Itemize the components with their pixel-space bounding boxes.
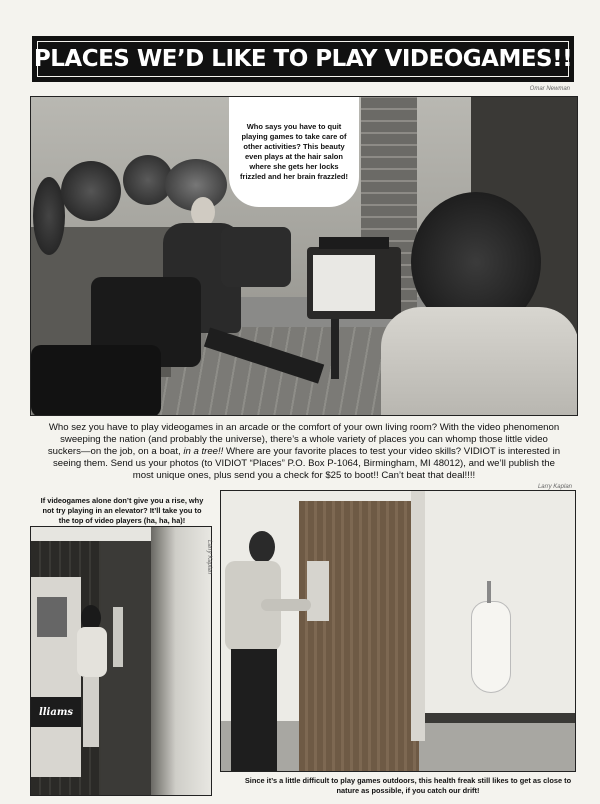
salon-bubble-text: Who says you have to quit playing games to take care of other activities? This beauty even plays at the hair salon where she gets her locks frizzled and her brain frazzled! <box>240 122 348 181</box>
elevator-caption: If videogames alone don’t give you a rise, why not try playing in an elevator? It’ll take you to the top of video players (ha, ha, ha)! <box>40 496 204 525</box>
man-head <box>249 531 275 563</box>
urinal-pipe <box>487 581 491 603</box>
page-title: PLACES WE’D LIKE TO PLAY VIDEOGAMES!! <box>33 46 573 72</box>
man-arm <box>261 599 311 611</box>
salon-photo <box>30 96 578 416</box>
elevator-door-frame <box>151 527 212 796</box>
restroom-caption: Since it’s a little difficult to play games outdoors, this health freak still likes to get as close to nature as possible, if you catch our drift! <box>244 776 572 795</box>
partition-wall <box>411 491 425 741</box>
elevator-photo-credit: Larry Kaplan <box>206 540 212 575</box>
elevator-panel <box>113 607 123 667</box>
intro-text-italic: in a tree!! <box>183 446 224 457</box>
tv-stand <box>331 319 339 379</box>
restroom-photo <box>220 490 576 772</box>
customer-cape <box>381 307 578 416</box>
restroom-baseboard <box>411 713 576 723</box>
cabinet-logo: lliams <box>38 706 74 718</box>
intro-photo-credit: Larry Kaplan <box>537 484 572 490</box>
player-legs <box>83 677 99 747</box>
salon-speech-bubble <box>229 97 359 207</box>
tv-screen <box>313 255 375 311</box>
player-body <box>77 627 107 677</box>
title-banner-frame <box>33 41 573 77</box>
cabinet-screen <box>307 561 329 621</box>
arcade-cabinet-wood <box>299 501 419 771</box>
title-banner <box>32 36 574 82</box>
cabinet-logo-panel <box>31 697 81 727</box>
arcade-cabinet-screen <box>37 597 67 637</box>
salon-chair-3 <box>221 227 291 287</box>
salon-chair-2 <box>31 345 161 416</box>
console-box <box>319 237 389 249</box>
intro-paragraph <box>44 422 564 482</box>
urinal <box>471 601 511 693</box>
elevator-photo <box>30 526 212 796</box>
intro-text-part-2: Where are your favorite places to test your video skills? VIDIOT is interested in seeing them. Send us your photos (to VIDIOT “Places” P.O. Box P-1064, Birmingham, MI 48012), and we’ll publish the most unique ones, plus send you a check for $25 to boot!! Can’t beat that deal!!!! <box>53 446 561 481</box>
man-legs <box>231 649 277 772</box>
header-photo-credit: Omar Newman <box>529 86 570 92</box>
intro-text-part-1: Who sez you have to play videogames in an arcade or the comfort of your own living room? With the video phenomenon sweeping the nation (and probably the universe), there’s a whole variety of places you can whomp those little video suckers—on the job, on a boat, <box>47 422 560 457</box>
hair-dryer-2 <box>61 161 121 221</box>
